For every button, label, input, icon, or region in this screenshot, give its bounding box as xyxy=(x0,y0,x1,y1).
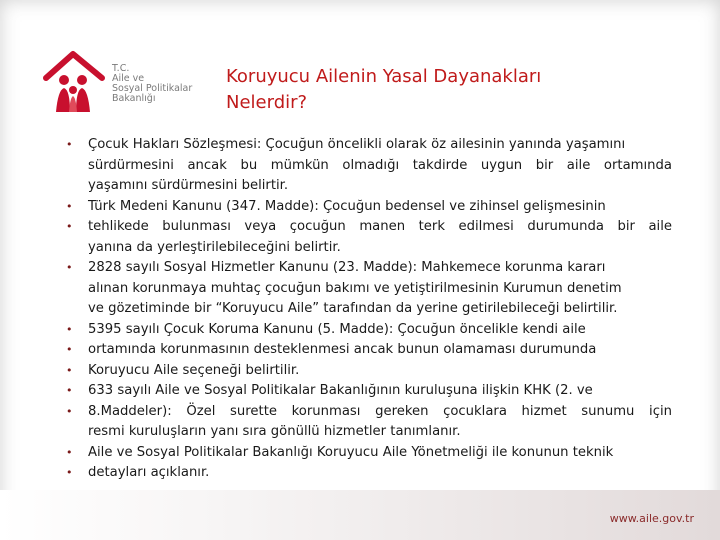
list-item-text: detayları açıklanır. xyxy=(88,465,210,480)
list-item-continuation: yanına da yerleştirilebileceğini belirtir. xyxy=(88,239,341,255)
list-item-continuation: resmi kuruluşların yanı sıra gönüllü hizmetler tanımlanır. xyxy=(88,424,461,439)
list-item xyxy=(60,217,672,238)
list-item xyxy=(60,361,672,382)
list-item-continuation: sürdürmesini ancak bu mümkün olmadığı takdirde uygun bir aile ortamında xyxy=(88,157,672,173)
list-item-continuation: ve gözetiminde bir “Koruyucu Aile” tarafından da yerine getirilebileceği belirtilir. xyxy=(88,301,618,316)
list-item xyxy=(60,340,672,361)
family-house-icon xyxy=(40,46,110,116)
slide-title xyxy=(226,64,646,116)
list-item-text: Türk Medeni Kanunu (347. Madde): Çocuğun bedensel ve zihinsel gelişmesinin xyxy=(88,198,606,214)
bullet-icon: • xyxy=(66,261,73,274)
list-item-text: Koruyucu Aile seçeneği belirtilir. xyxy=(88,362,300,378)
list-item-text: 8.Maddeler): Özel surette korunması gereken çocuklara hizmet sunumu için xyxy=(88,403,672,419)
bullet-icon: • xyxy=(66,343,73,356)
footer-url[interactable]: www.aile.gov.tr xyxy=(609,512,694,525)
list-item-text: 5395 sayılı Çocuk Koruma Kanunu (5. Madde): Çocuğun öncelikle kendi aile xyxy=(88,321,586,337)
logo-line: Sosyal Politikalar xyxy=(112,83,193,94)
title-line-2: Nelerdir? xyxy=(226,92,308,113)
list-item xyxy=(60,258,672,279)
bullet-icon: • xyxy=(66,363,73,377)
list-item xyxy=(60,381,672,402)
logo-line: Aile ve xyxy=(112,73,145,84)
list-item-continuation: alınan korunmaya muhtaç çocuğun bakımı ve yetiştirilmesinin Kurumun denetim xyxy=(88,280,622,296)
list-item-text: Aile ve Sosyal Politikalar Bakanlığı Koruyucu Aile Yönetmeliği ile konunun teknik xyxy=(88,444,614,460)
list-item xyxy=(60,135,672,156)
list-item xyxy=(60,402,672,423)
list-item-continuation: yaşamını sürdürmesini belirtir. xyxy=(88,178,289,193)
list-item xyxy=(60,463,672,484)
bullet-icon: • xyxy=(66,220,73,233)
list-item-text: 633 sayılı Aile ve Sosyal Politikalar Bakanlığının kuruluşuna ilişkin KHK (2. ve xyxy=(88,383,593,398)
list-item xyxy=(60,443,672,464)
bullet-icon: • xyxy=(66,445,73,459)
logo-text xyxy=(112,64,192,104)
bullet-icon: • xyxy=(66,199,73,213)
bullet-list xyxy=(60,135,672,484)
logo-line: T.C. xyxy=(112,63,130,74)
ministry-logo xyxy=(40,46,200,116)
list-item-text: tehlikede bulunması veya çocuğun manen terk edilmesi durumunda bir aile xyxy=(88,219,672,234)
list-item xyxy=(60,197,672,218)
list-item xyxy=(60,320,672,341)
list-item-text: ortamında korunmasının desteklenmesi ancak bunun olamaması durumunda xyxy=(88,342,597,357)
bullet-icon: • xyxy=(66,466,73,479)
logo-line: Bakanlığı xyxy=(112,93,156,104)
bullet-icon: • xyxy=(66,384,73,397)
list-item-text: 2828 sayılı Sosyal Hizmetler Kanunu (23. Madde): Mahkemece korunma kararı xyxy=(88,260,606,275)
bullet-icon: • xyxy=(66,138,73,151)
bullet-icon: • xyxy=(66,322,73,336)
title-line-1: Koruyucu Ailenin Yasal Dayanakları xyxy=(226,66,542,87)
bullet-icon: • xyxy=(66,404,73,418)
list-item-text: Çocuk Hakları Sözleşmesi: Çocuğun öncelikli olarak öz ailesinin yanında yaşamını xyxy=(88,137,626,152)
